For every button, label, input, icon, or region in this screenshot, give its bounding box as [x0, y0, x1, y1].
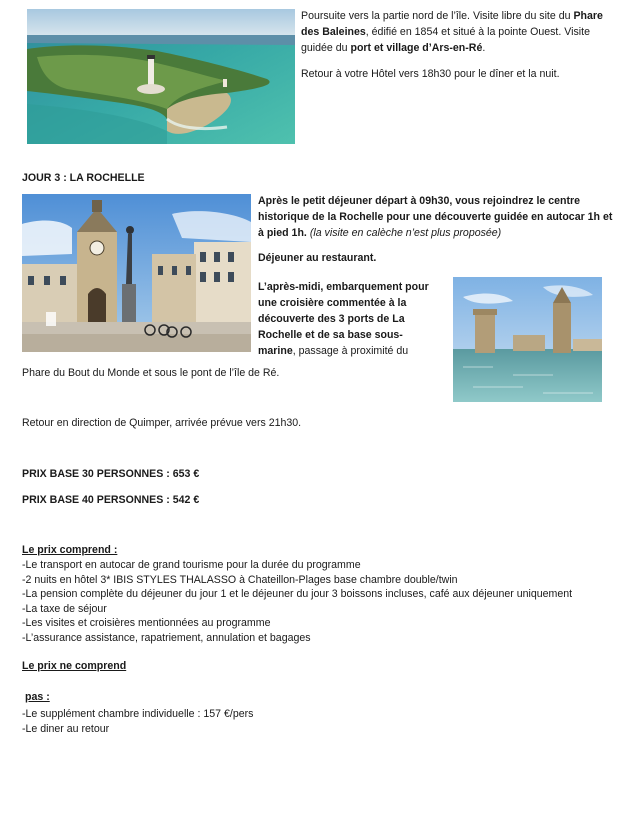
- jour3-afternoon-paragraph: [258, 280, 433, 359]
- jour3-afternoon-rest: , passage à proximité du: [292, 344, 409, 357]
- list-item: -2 nuits en hôtel 3* IBIS STYLES THALASSO à Chateillon-Plages base chambre double/twin: [22, 573, 458, 586]
- includes-list: [22, 558, 622, 645]
- list-item: -Le diner au retour: [22, 722, 110, 735]
- retour-hotel-paragraph: Retour à votre Hôtel vers 18h30 pour le dîner et la nuit.: [301, 67, 560, 80]
- dejeuner-restaurant: Déjeuner au restaurant.: [258, 251, 377, 264]
- excludes-heading: Le prix ne comprend: [22, 660, 127, 672]
- jour3-afternoon-bold: L’après-midi, embarquement pour une croisière commentée à la découverte des 3 ports de La Rochelle et de sa base sous-marine: [258, 281, 429, 357]
- phare-text-1: Poursuite vers la partie nord de l’île. Visite libre du site du: [301, 10, 574, 22]
- list-item: -Les visites et croisières mentionnées au programme: [22, 617, 271, 629]
- la-rochelle-clock-tower-photo: [22, 194, 251, 352]
- jour3-caleche-note: (la visite en calèche n’est plus proposée): [309, 226, 502, 239]
- list-item: -L’assurance assistance, rapatriement, annulation et bagages: [22, 631, 311, 644]
- retour-quimper: Retour en direction de Quimper, arrivée prévue vers 21h30.: [22, 417, 302, 429]
- phare-text-3: .: [482, 41, 486, 54]
- section1-text: [301, 9, 613, 83]
- list-item: -La taxe de séjour: [22, 602, 107, 615]
- jour3-morning-paragraph: [258, 194, 613, 242]
- jour3-afternoon-continued: Phare du Bout du Monde et sous le pont de l’île de Ré.: [22, 367, 280, 379]
- list-item: -Le transport en autocar de grand tourisme pour la durée du programme: [22, 559, 361, 571]
- price-30-persons: PRIX BASE 30 PERSONNES : 653 €: [22, 468, 200, 480]
- list-item: -La pension complète du déjeuner du jour 1 et le déjeuner du jour 3 boissons incluses, café aux déjeuner uniquement: [22, 588, 573, 600]
- la-rochelle-towers-photo: [453, 277, 602, 402]
- jour3-title: JOUR 3 : LA ROCHELLE: [22, 172, 145, 184]
- list-item: -Le supplément chambre individuelle : 157 €/pers: [22, 708, 254, 720]
- phare-des-baleines-photo: [27, 9, 295, 144]
- jour3-morning-bold: Après le petit déjeuner départ à 09h30, vous rejoindrez le centre historique de la Rochelle pour une découverte guidée en autocar 1h et à pied 1h.: [258, 195, 613, 239]
- phare-text-bold-1: Phare des Baleines: [301, 10, 603, 38]
- phare-text-bold-2: port et village d’Ars-en-Ré: [350, 41, 483, 54]
- price-40-persons: PRIX BASE 40 PERSONNES : 542 €: [22, 494, 200, 506]
- jour3-text: [258, 194, 613, 267]
- phare-text-2: , édifié en 1854 et situé à la pointe Ouest. Visite guidée du: [301, 25, 590, 54]
- phare-paragraph: [301, 9, 613, 57]
- excludes-heading-continued: pas :: [25, 691, 50, 703]
- includes-heading: Le prix comprend :: [22, 544, 118, 556]
- excludes-list: [22, 707, 622, 736]
